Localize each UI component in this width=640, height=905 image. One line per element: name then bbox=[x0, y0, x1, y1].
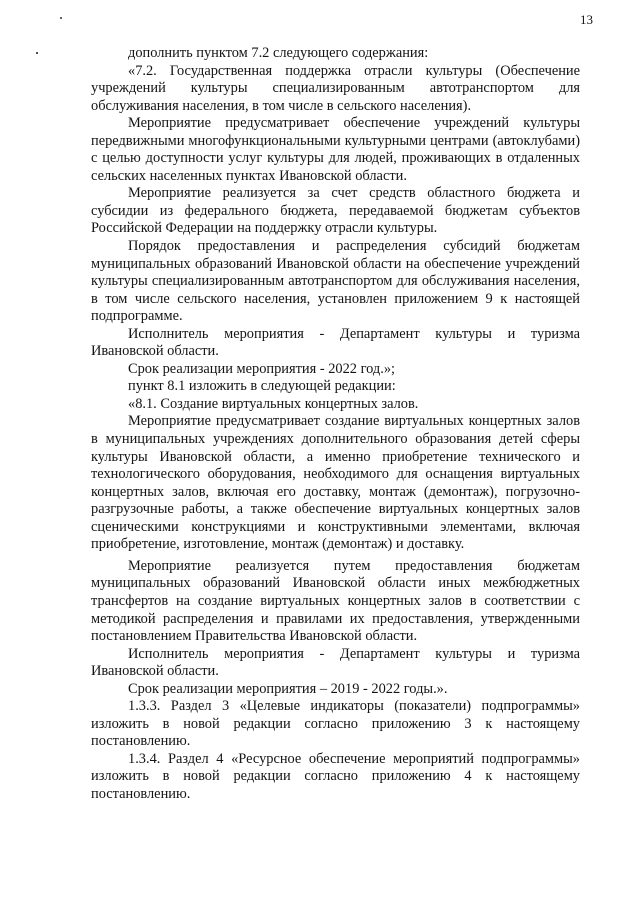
paragraph-8-1-term: Срок реализации мероприятия – 2019 - 2022 годы.». bbox=[128, 680, 448, 697]
paragraph-8-1-executor: Исполнитель мероприятия - Департамент культуры и туризма Ивановской области. bbox=[91, 645, 580, 680]
paragraph-7-2-description: Мероприятие предусматривает обеспечение учреждений культуры передвижными многофункциональными культурными центрами (автоклубами) с целью доступности услуг культуры для людей, проживающих в отдаленных сельских населенных пунктах Ивановской области. bbox=[91, 115, 580, 184]
paragraph-7-2-procedure: Порядок предоставления и распределения субсидий бюджетам муниципальных образований Ивановской области на обеспечение учреждений культуры специализированным автотранспортом для обслуживания населения, в том числе сельского населения, установлен приложением 9 к настоящей подпрограмме. bbox=[91, 238, 580, 325]
paragraph-7-2-funding: Мероприятие реализуется за счет средств областного бюджета и субсидии из федерального бюджета, передаваемой бюджетам субъектов Российской Федерации на поддержку отрасли культуры. bbox=[91, 185, 580, 237]
paragraph-8-1-description: Мероприятие предусматривает создание виртуальных концертных залов в муниципальных учреждениях дополнительного образования детей сферы культуры Ивановской области, а именно приобретение технического и технологического оборудования, необходимого для оснащения виртуальных концертных залов, включая его доставку, монтаж (демонтаж), погрузочно-разгрузочные работы, а также обеспечение виртуальных концертных залов сценическими конструкциями и конструктивными элементами, включая приобретение, изготовление, монтаж (демонтаж) и доставку. bbox=[91, 413, 580, 553]
paragraph-8-1-funding: Мероприятие реализуется путем предоставления бюджетам муниципальных образований Ивановской области иных межбюджетных трансфертов на создание виртуальных концертных залов в соответствии с методикой распределения и правилами их предоставления, утвержденными постановлением Правительства Ивановской области. bbox=[91, 557, 580, 645]
paragraph-8-1-title: «8.1. Создание виртуальных концертных залов. bbox=[128, 395, 419, 412]
page-number: 13 bbox=[580, 12, 593, 27]
scan-speck bbox=[60, 17, 62, 19]
paragraph-7-2-term: Срок реализации мероприятия - 2022 год.»; bbox=[128, 360, 396, 377]
paragraph-1-3-3: 1.3.3. Раздел 3 «Целевые индикаторы (показатели) подпрограммы» изложить в новой редакции согласно приложению 3 к настоящему постановлению. bbox=[91, 698, 580, 750]
paragraph-8-1-intro: пункт 8.1 изложить в следующей редакции: bbox=[128, 378, 396, 395]
document-body bbox=[91, 45, 580, 804]
scan-speck bbox=[36, 52, 38, 54]
paragraph-amend-intro: дополнить пунктом 7.2 следующего содержания: bbox=[128, 45, 429, 61]
paragraph-1-3-4: 1.3.4. Раздел 4 «Ресурсное обеспечение мероприятий подпрограммы» изложить в новой редакции согласно приложению 4 к настоящему постановлению. bbox=[91, 750, 580, 802]
paragraph-7-2-executor: Исполнитель мероприятия - Департамент культуры и туризма Ивановской области. bbox=[91, 325, 580, 360]
paragraph-7-2-title: «7.2. Государственная поддержка отрасли культуры (Обеспечение учреждений культуры специализированным автотранспортом для обслуживания населения, в том числе в сельского населения). bbox=[91, 62, 580, 114]
